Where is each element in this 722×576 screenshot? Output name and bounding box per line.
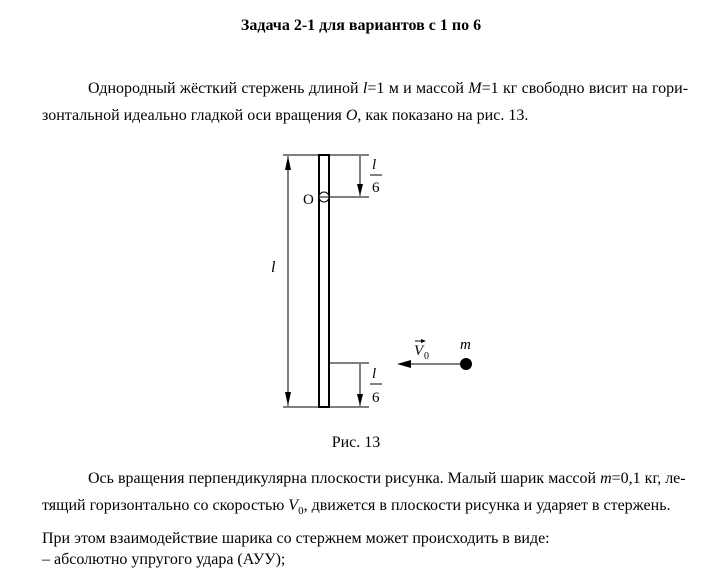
problem-paragraph-2	[42, 465, 688, 552]
bottom-fraction-numerator: l	[372, 366, 377, 382]
bottom-fraction-denominator: 6	[372, 390, 380, 406]
list-item-elastic-collision: – абсолютно упругого удара (АУУ);	[42, 551, 286, 568]
top-fraction-denominator: 6	[372, 180, 380, 196]
problem-paragraph-1: Однородный жёсткий стержень длиной l=1 м и массой M=1 кг свободно висит на горизонтальной идеально гладкой оси вращения O, как показано на рис. 13.	[42, 80, 689, 124]
figure-caption: Рис. 13	[331, 434, 381, 451]
velocity-subscript: 0	[424, 351, 429, 362]
paragraph2-line2: тящий горизонтально со скоростью $V_0$, движется в плоскости рисунка и ударяет в стержень.	[42, 497, 671, 518]
length-label-l: l	[271, 259, 276, 276]
paragraph2-line1: Ось вращения перпендикулярна плоскости рисунка. Малый шарик массой m=0,1 кг, ле-	[88, 470, 686, 487]
ball-mass-label: m	[460, 337, 471, 353]
ball	[460, 358, 472, 370]
pivot-label-O: O	[303, 192, 314, 208]
velocity-label: V	[414, 343, 424, 359]
top-fraction-numerator: l	[372, 157, 377, 173]
task-title: Задача 2-1 для вариантов с 1 по 6	[240, 17, 482, 34]
paragraph2-line3: При этом взаимодействие шарика со стержнем может происходить в виде:	[42, 530, 550, 548]
